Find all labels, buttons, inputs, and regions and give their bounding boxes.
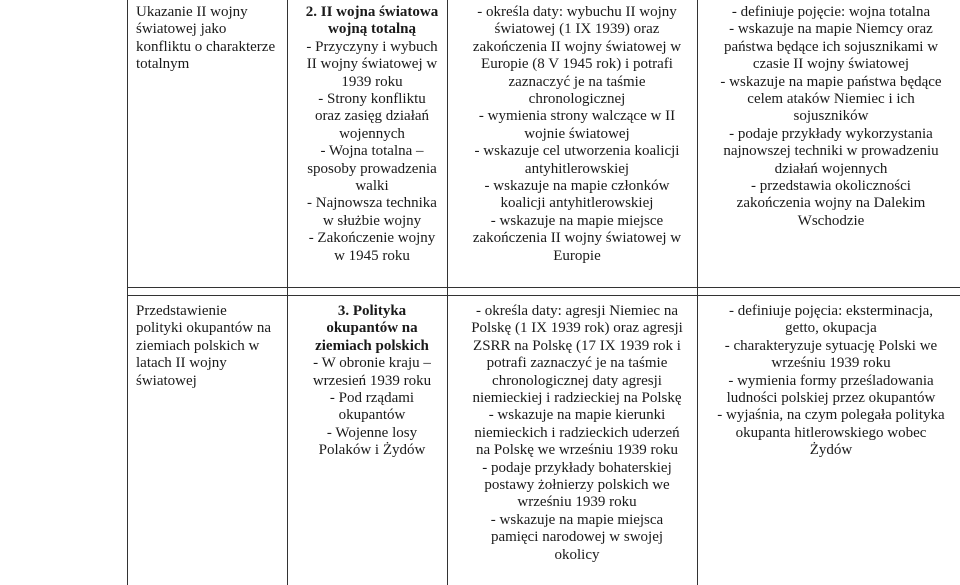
requirements-basic-cell: - określa daty: wybuchu II wojny światowej (1 IX 1939) oraz zakończenia II wojny światowej w Europie (8 V 1945 rok) i potrafi zaznaczyć je na taśmie chronologicznej - wymienia strony walczące w II wojnie światowej - wskazuje cel utworzenia koalicji antyhitlerowskiej - wskazuje na mapie członków koalicji antyhitlerowskiej - wskazuje na mapie miejsce zakończenia II wojny światowej w Europie — [472, 4, 682, 264]
lesson-title: 2. II wojna światowa — [305, 4, 439, 20]
table-border — [697, 0, 698, 585]
table-border — [127, 295, 960, 296]
table-border — [447, 0, 448, 585]
lesson-cell: 2. II wojna światowa wojną totalną - Przyczyny i wybuch II wojny światowej w 1939 roku - Strony konfliktu oraz zasięg działań wojennych - Wojna totalna – sposoby prowadzenia walki - Najnowsza technika w służbie wojny - Zakończenie wojny w 1945 roku — [297, 4, 447, 265]
lesson-title: okupantów na — [326, 320, 418, 337]
topic-cell: Ukazanie II wojny światowej jako konfliktu o charakterze totalnym — [136, 4, 276, 73]
lesson-title: wojną totalną — [328, 21, 416, 38]
requirements-basic-cell: - określa daty: agresji Niemiec na Polskę (1 IX 1939 rok) oraz agresji ZSRR na Polskę (17 IX 1939 rok i potrafi zaznaczyć je na taśmie chronologicznej daty agresji niemieckiej i radzieckiej na Polskę - wskazuje na mapie kierunki niemieckich i radzieckich uderzeń na Polskę we wrześniu 1939 roku - podaje przykłady bohaterskiej postawy żołnierzy polskich we wrześniu 1939 roku - wskazuje na mapie miejsca pamięci narodowej w swojej okolicy — [471, 303, 683, 563]
requirements-extended-cell: - definiuje pojęcie: wojna totalna - wskazuje na mapie Niemcy oraz państwa będące ich sojusznikami w czasie II wojny światowej - wskazuje na mapie państwa będące celem ataków Niemiec i ich sojuszników - podaje przykłady wykorzystania najnowszej techniki w prowadzeniu działań wojennych - przedstawia okoliczności zakończenia wojny na Dalekim Wschodzie — [720, 4, 942, 229]
lesson-title: ziemiach polskich — [315, 337, 429, 354]
lesson-cell: 3. Polityka okupantów na ziemiach polskich - W obronie kraju – wrzesień 1939 roku - Pod rządami okupantów - Wojenne losy Polaków i Żydów — [297, 303, 447, 460]
table-border — [127, 0, 128, 585]
lesson-title: 3. Polityka — [337, 303, 407, 319]
table-border — [287, 0, 288, 585]
requirements-extended-cell: - definiuje pojęcia: eksterminacja, getto, okupacja - charakteryzuje sytuację Polski we wrześniu 1939 roku - wymienia formy prześladowania ludności polskiej przez okupantów - wyjaśnia, na czym polegała polityka okupanta hitlerowskiego wobec Żydów — [717, 303, 945, 459]
topic-cell: Przedstawienie polityki okupantów na ziemiach polskich w latach II wojny światowej — [136, 303, 271, 389]
table-border — [127, 287, 960, 288]
